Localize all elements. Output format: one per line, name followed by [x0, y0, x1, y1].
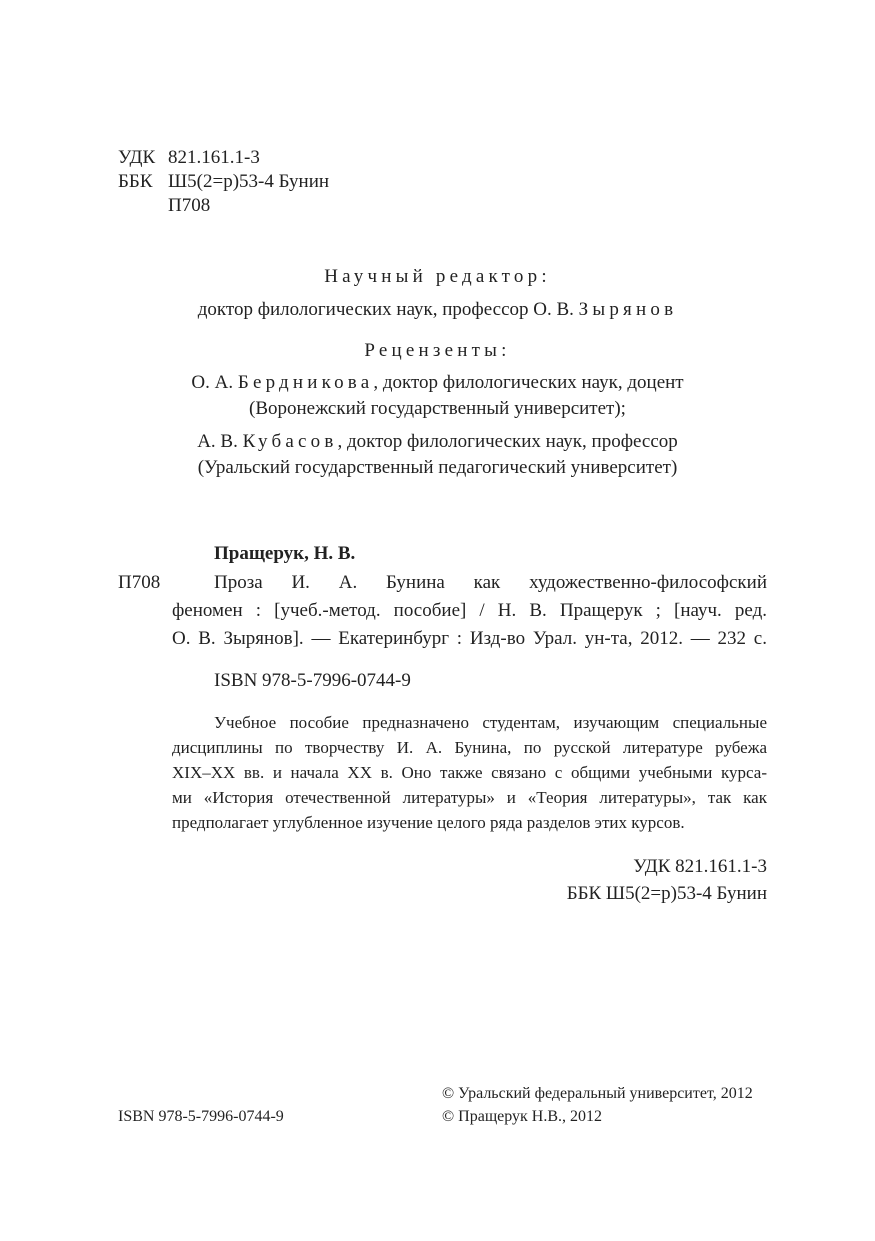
entry-author: Пращерук, Н. В. — [214, 543, 356, 564]
reviewer2-title: , доктор филологических наук, профессор — [337, 431, 678, 452]
annotation-line3: XIX–XX вв. и начала XX в. Оно также связано с общими учебными курса- — [172, 763, 767, 782]
scientific-editor-prefix: доктор филологических наук, профессор О. В. — [197, 299, 574, 320]
reviewer1-affiliation: (Воронежский государственный университет); — [249, 398, 626, 419]
entry-line2: феномен : [учеб.-метод. пособие] / Н. В. Пращерук ; [науч. ред. — [172, 600, 767, 621]
entry-mark: П708 — [118, 572, 161, 593]
scientific-editor-heading: Научный редактор: — [324, 266, 551, 287]
right-udk: УДК 821.161.1-3 — [633, 856, 767, 877]
reviewer1-line — [0, 370, 875, 396]
bbk-line — [118, 170, 329, 194]
author-mark: П708 — [168, 195, 211, 216]
reviewer2-affiliation: (Уральский государственный педагогический университет) — [197, 457, 678, 478]
annotation-line1: Учебное пособие предназначено студентам, изучающим специальные — [214, 713, 767, 732]
reviewer2-line — [0, 429, 875, 455]
udk-label: УДК — [118, 147, 156, 168]
right-bbk: ББК Ш5(2=р)53-4 Бунин — [566, 883, 767, 904]
footer-isbn: ISBN 978-5-7996-0744-9 — [118, 1108, 284, 1125]
classification-block — [118, 146, 329, 218]
bbk-label: ББК — [118, 171, 153, 192]
copyright-author: © Пращерук Н.В., 2012 — [442, 1108, 603, 1125]
annotation-line5: предполагает углубленное изучение целого ряда разделов этих курсов. — [172, 813, 685, 832]
annotation-line4: ми «История отечественной литературы» и «Теория литературы», так как — [172, 788, 767, 807]
copyright-university: © Уральский федеральный университет, 2012 — [442, 1085, 753, 1102]
scientific-editor-line — [0, 297, 875, 323]
entry-line3: О. В. Зырянов]. — Екатеринбург : Изд-во Урал. ун-та, 2012. — 232 с. — [172, 628, 767, 649]
reviewer1-name: Бердникова — [237, 372, 374, 393]
reviewer2-initials: А. В. — [197, 431, 238, 452]
annotation-line2: дисциплины по творчеству И. А. Бунина, по русской литературе рубежа — [172, 738, 767, 757]
bbk-value: Ш5(2=р)53-4 Бунин — [168, 171, 330, 192]
entry-line1: Проза И. А. Бунина как художественно-философский — [214, 572, 767, 593]
author-mark-line — [118, 194, 329, 218]
scientific-editor-name: Зырянов — [578, 299, 678, 320]
udk-line — [118, 146, 329, 170]
udk-value: 821.161.1-3 — [168, 147, 260, 168]
entry-isbn: ISBN 978-5-7996-0744-9 — [214, 670, 411, 691]
reviewers-heading: Рецензенты: — [364, 340, 511, 361]
reviewer1-initials: О. А. — [191, 372, 234, 393]
reviewer2-name: Кубасов — [242, 431, 338, 452]
reviewer1-title: , доктор филологических наук, доцент — [373, 372, 684, 393]
